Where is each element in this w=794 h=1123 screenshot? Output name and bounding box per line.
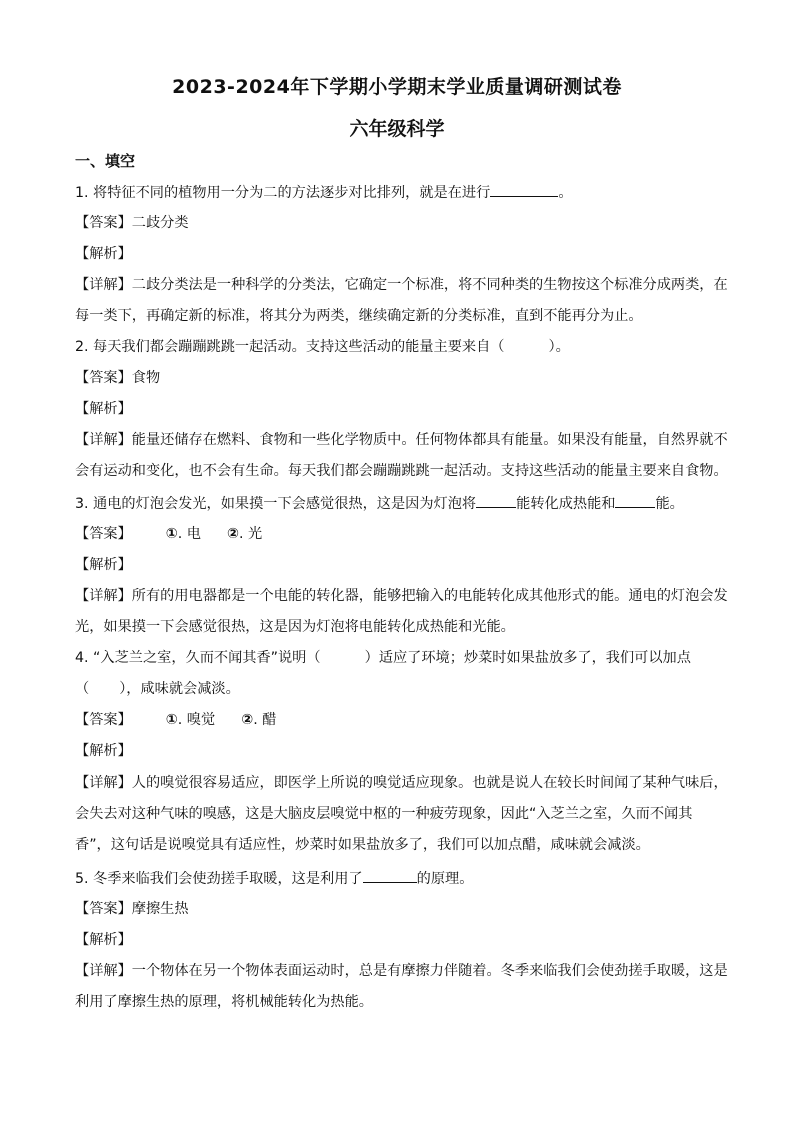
detail-row <box>75 586 728 606</box>
analysis-label: 【解析】 <box>75 557 132 573</box>
question-4 <box>75 648 691 668</box>
question-text: 能转化成热能和 <box>516 496 616 512</box>
answer-value: 摩擦生热 <box>131 901 189 917</box>
document-title: 2023-2024年下学期小学期末学业质量调研测试卷 <box>172 76 622 98</box>
answer-value: . 嗅觉 <box>177 712 216 728</box>
analysis-label: 【解析】 <box>75 401 132 417</box>
answer-row <box>75 710 276 730</box>
question-text: ），咸味就会减淡。 <box>119 681 240 697</box>
question-text: ）。 <box>548 339 570 355</box>
detail-text: 二歧分类法是一种科学的分类法，它确定一个标准，将不同种类的生物按这个标准分成两类，在 <box>131 277 728 293</box>
analysis-label: 【解析】 <box>75 932 132 948</box>
analysis-label: 【解析】 <box>75 246 132 262</box>
answer-blank <box>476 493 516 508</box>
answer-row <box>75 524 262 544</box>
detail-row <box>75 275 728 295</box>
answer-blank <box>615 493 655 508</box>
detail-label: 【详解】 <box>75 277 132 293</box>
question-3 <box>75 493 684 514</box>
answer-value: 食物 <box>131 370 161 386</box>
answer-value: 二歧分类 <box>131 215 189 231</box>
detail-row <box>75 961 728 981</box>
detail-text: 利用了摩擦生热的原理，将机械能转化为热能。 <box>75 994 373 1010</box>
answer-marker: ② <box>241 712 254 728</box>
answer-row <box>75 213 189 233</box>
answer-marker: ① <box>165 712 178 728</box>
detail-text: 会有运动和变化，也不会有生命。每天我们都会蹦蹦跳跳一起活动。支持这些活动的能量主要来自食物。 <box>75 463 728 479</box>
detail-label: 【详解】 <box>75 432 132 448</box>
answer-marker: ② <box>227 526 240 542</box>
detail-text: 所有的用电器都是一个电能的转化器，能够把输入的电能转化成其他形式的能。通电的灯泡会发 <box>131 588 728 604</box>
answer-label: 【答案】 <box>75 370 132 386</box>
answer-blank <box>363 868 417 883</box>
answer-marker: ① <box>165 526 178 542</box>
detail-text: 一个物体在另一个物体表面运动时，总是有摩擦力伴随着。冬季来临我们会使劲搓手取暖，这是 <box>131 963 728 979</box>
question-text: 4. “入芝兰之室，久而不闻其香”说明（ <box>75 650 321 666</box>
question-text: ）适应了环境；炒菜时如果盐放多了，我们可以加点 <box>364 650 691 666</box>
detail-text: 会失去对这种气味的嗅感，这是大脑皮层嗅觉中枢的一种疲劳现象，因此“入芝兰之室，久而不闻其 <box>75 806 693 822</box>
analysis-label: 【解析】 <box>75 743 132 759</box>
answer-value: . 光 <box>239 526 263 542</box>
question-text: 5. 冬季来临我们会使劲搓手取暖，这是利用了 <box>75 871 363 887</box>
detail-row <box>75 430 728 450</box>
question-4-cont <box>75 679 240 699</box>
section-heading: 一、填空 <box>75 152 136 170</box>
answer-label: 【答案】 <box>75 901 132 917</box>
answer-label: 【答案】 <box>75 712 132 728</box>
detail-row <box>75 773 728 793</box>
detail-text: 人的嗅觉很容易适应，即医学上所说的嗅觉适应现象。也就是说人在较长时间闻了某种气味后， <box>131 775 728 791</box>
question-text: （ <box>75 681 90 697</box>
question-5 <box>75 868 473 889</box>
detail-label: 【详解】 <box>75 588 132 604</box>
detail-text: 香”，这句话是说嗅觉具有适应性，炒菜时如果盐放多了，我们可以加点醋，咸味就会减淡。 <box>75 837 650 853</box>
answer-label: 【答案】 <box>75 215 132 231</box>
question-text: 的原理。 <box>416 871 474 887</box>
document-subtitle: 六年级科学 <box>349 118 445 140</box>
answer-row <box>75 899 189 919</box>
question-1 <box>75 182 573 203</box>
answer-blank <box>490 182 558 197</box>
question-text: 3. 通电的灯泡会发光，如果摸一下会感觉很热，这是因为灯泡将 <box>75 496 477 512</box>
question-text: 2. 每天我们都会蹦蹦跳跳一起活动。支持这些活动的能量主要来自（ <box>75 339 505 355</box>
detail-label: 【详解】 <box>75 963 132 979</box>
detail-text: 光，如果摸一下会感觉很热，这是因为灯泡将电能转化成热能和光能。 <box>75 619 515 635</box>
detail-label: 【详解】 <box>75 775 132 791</box>
question-text: 能。 <box>655 496 684 512</box>
answer-row <box>75 368 160 388</box>
question-text: 。 <box>558 185 573 201</box>
question-2 <box>75 337 570 357</box>
detail-text: 能量还储存在燃料、食物和一些化学物质中。任何物体都具有能量。如果没有能量，自然界就不 <box>131 432 728 448</box>
answer-value: . 电 <box>177 526 201 542</box>
answer-value: . 醋 <box>253 712 277 728</box>
question-text: 1. 将特征不同的植物用一分为二的方法逐步对比排列，就是在进行 <box>75 185 491 201</box>
detail-text: 每一类下，再确定新的标准，将其分为两类，继续确定新的分类标准，直到不能再分为止。 <box>75 308 643 324</box>
answer-label: 【答案】 <box>75 526 132 542</box>
